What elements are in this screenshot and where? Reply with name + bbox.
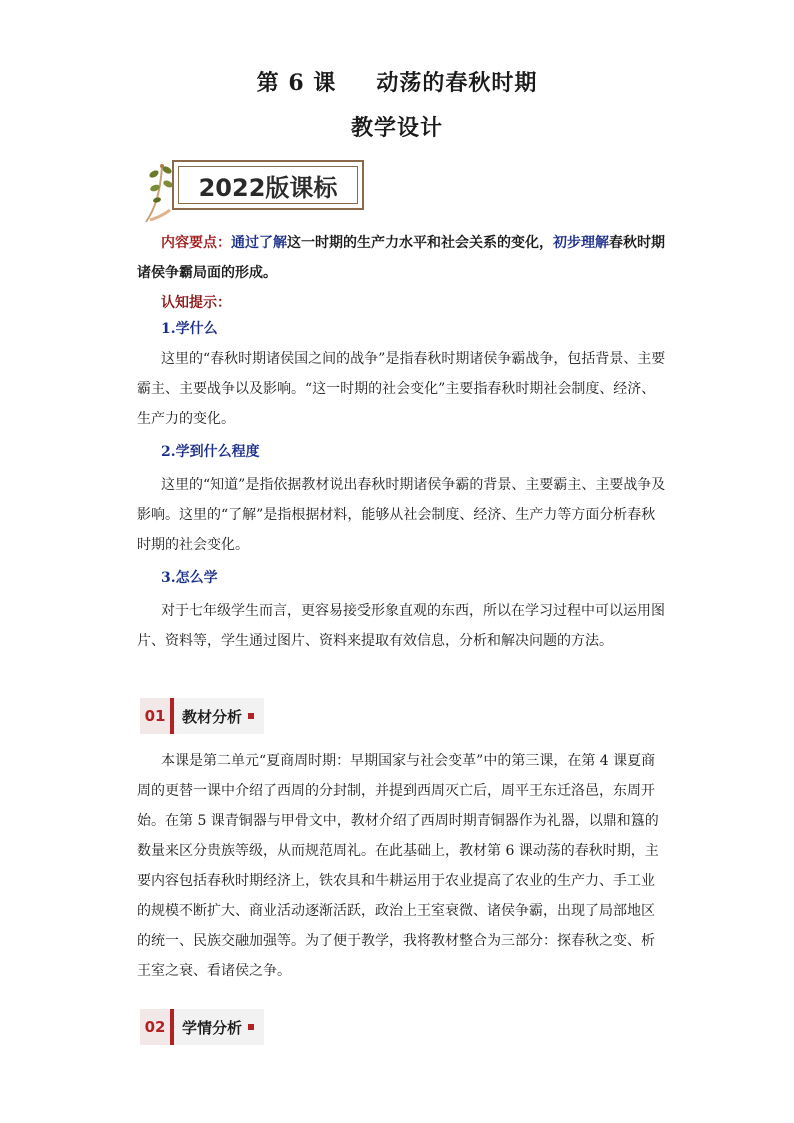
section-title: 学情分析	[174, 1009, 264, 1045]
lesson-title: 动荡的春秋时期	[376, 70, 538, 96]
question-1: 1.学什么	[161, 321, 218, 337]
content-points: 内容要点：通过了解这一时期的生产力水平和社会关系的变化，初步理解春秋时期诸侯争霸局面的形成。	[137, 235, 665, 281]
badge-frame	[172, 160, 364, 210]
textbook-analysis-body: 本课是第二单元“夏商周时期：早期国家与社会变革”中的第三课，在第 4 课夏商周的更替一课中介绍了西周的分封制，并提到西周灭亡后，周平王东迁洛邑，东周开始。在第 5 课青铜器与甲骨文中，教材介绍了西周时期青铜器作为礼器，以鼎和簋的数量来区分贵族等级，从而规范周礼。在此基础上，教材第 6 课动荡的春秋时期，主要内容包括春秋时期经济上，铁农具和牛耕运用于农业提高了农业的生产力、手工业的规模不断扩大、商业活动逐渐活跃，政治上王室衰微、诸侯争霸，出现了局部地区的统一、民族交融加强等。为了便于教学，我将教材整合为三部分：探春秋之变、析王室之衰、看诸侯之争。	[137, 753, 659, 979]
section-number: 01	[140, 698, 170, 734]
square-bullet-icon	[248, 1024, 254, 1030]
lesson-number: 第 6 课	[256, 70, 337, 96]
question-2: 2.学到什么程度	[161, 444, 260, 460]
section-heading-textbook-analysis	[140, 698, 264, 734]
lesson-heading	[0, 66, 794, 97]
section-heading-student-analysis	[140, 1009, 264, 1045]
cognition-label: 认知提示：	[161, 295, 231, 311]
content-points-emphasis: 初步理解	[553, 235, 609, 251]
section-title: 教材分析	[174, 698, 264, 734]
square-bullet-icon	[248, 713, 254, 719]
answer-2: 这里的“知道”是指依据教材说出春秋时期诸侯争霸的背景、主要霸主、主要战争及影响。这里的“了解”是指根据材料，能够从社会制度、经济、生产力等方面分析春秋时期的社会变化。	[137, 477, 666, 553]
badge-text: 2022版课标	[178, 166, 358, 204]
document-subtitle: 教学设计	[350, 115, 443, 141]
answer-3: 对于七年级学生而言，更容易接受形象直观的东西，所以在学习过程中可以运用图片、资料等，学生通过图片、资料来提取有效信息，分析和解决问题的方法。	[137, 603, 665, 649]
question-3: 3.怎么学	[161, 570, 218, 586]
content-points-label: 内容要点	[161, 235, 217, 251]
content-points-rest: 春秋时期诸侯争霸局面的形成。	[137, 235, 665, 281]
content-points-mid: 这一时期的生产力水平和社会关系的变化，	[287, 235, 553, 251]
curriculum-badge	[140, 160, 370, 224]
section-number: 02	[140, 1009, 170, 1045]
content-points-intro: 通过了解	[231, 235, 287, 251]
answer-1: 这里的“春秋时期诸侯国之间的战争”是指春秋时期诸侯争霸战争，包括背景、主要霸主、主要战争以及影响。“这一时期的社会变化”主要指春秋时期社会制度、经济、生产力的变化。	[137, 351, 666, 427]
